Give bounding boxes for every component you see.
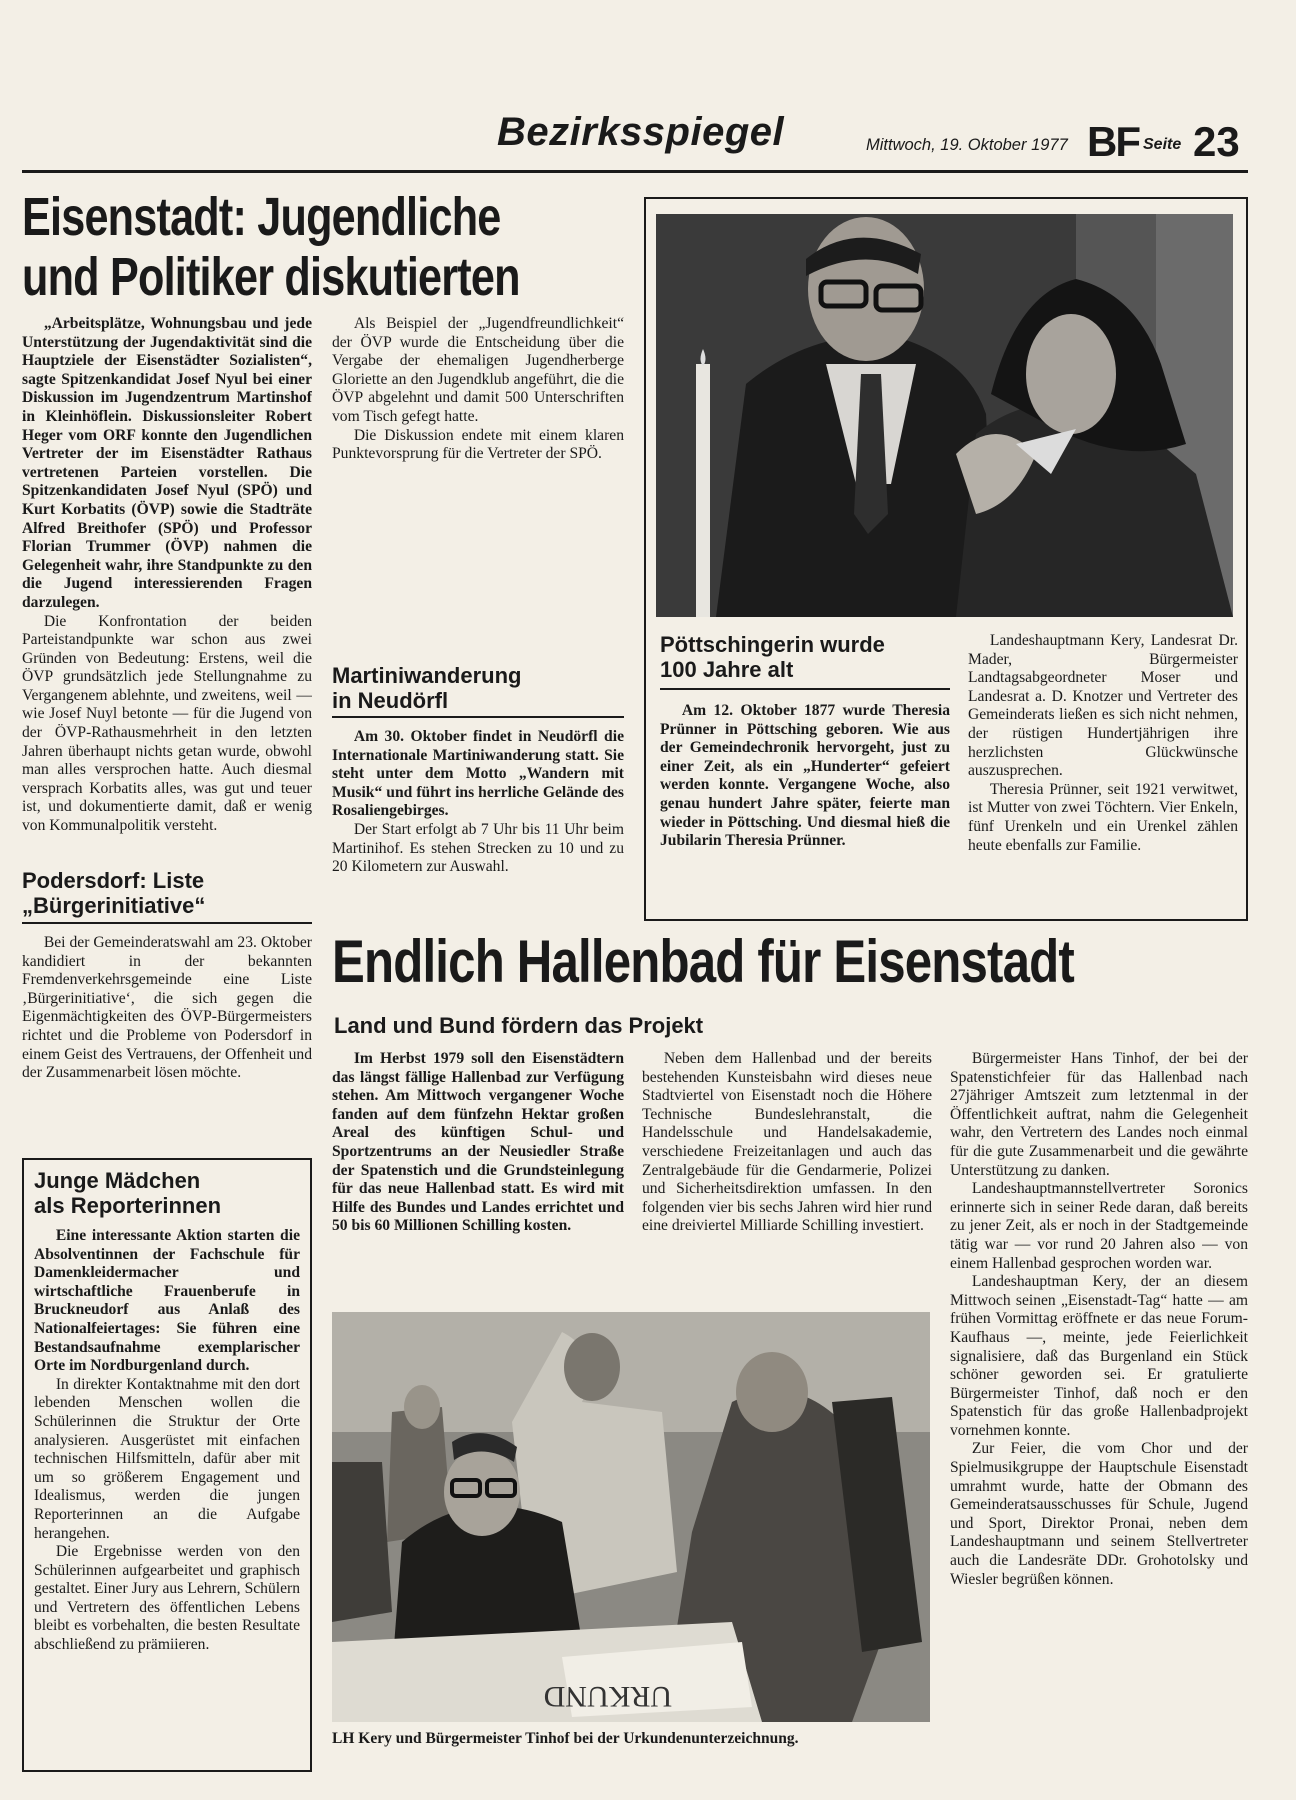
poettsching-paragraph: Theresia Prünner, seit 1921 verwitwet, ist Mutter von zwei Töchtern. Vier Enkeln, fünf Urenkeln und ein Urenkel zählen heute ebenfalls zur Familie. [968, 780, 1238, 854]
reporter-title [34, 1168, 304, 1218]
reporter-title-line: Junge Mädchen [34, 1168, 201, 1193]
hallenbad-photo [332, 1312, 930, 1722]
martini-title [332, 663, 624, 713]
podersdorf-text-block [22, 934, 312, 1139]
page-label: Seite [1143, 136, 1182, 153]
photo-illustration [656, 214, 1233, 617]
podersdorf-title [22, 868, 312, 918]
poettsching-photo [656, 214, 1233, 617]
podersdorf-title-line: Podersdorf: Liste [22, 868, 205, 893]
podersdorf-text: Bei der Gemeinderatswahl am 23. Oktober kandidiert in der bekannten Fremdenverkehrsgemeinde eine Liste ‚Bürgerinitiative‘, die sich gegen die Eigenmächtigkeiten des ÖVP-Bürgermeisters richtet und die Probleme von Podersdorf in einem Geist des Vertrauens, der Offenheit und der Zusammenarbeit lösen möchte. [22, 934, 312, 1082]
hallenbad-paragraph: Bürgermeister Hans Tinhof, der bei der Spatenstichfeier für das Hallenbad nach 27jähriger Amtszeit zum letztenmal in der Öffentlichkeit auftrat, nahm die Gelegenheit wahr, den Vertretern des Landes noch einmal für die gute Zusammenarbeit und die gewährte Unterstützung zu danken. [950, 1050, 1248, 1179]
article1-headline-2: und Politiker diskutierten [22, 247, 520, 307]
photo-illustration [332, 1312, 930, 1722]
reporter-lead: Eine interessante Aktion starten die Absolventinnen der Fachschule für Damenkleidermacher und wirtschaftliche Frauenberufe in Bruckneudorf aus Anlaß des Nationalfeiertages: Sie führen eine Bestandsaufnahme exemplarischer Orte im Nordburgenland durch. [34, 1227, 300, 1375]
masthead-rule [22, 170, 1248, 173]
hallenbad-subhead: Land und Bund fördern das Projekt [334, 1013, 704, 1038]
poettsching-paragraph: Landeshauptmann Kery, Landesrat Dr. Mader, Bürgermeister Landtagsabgeordneter Moser und Landesrat a. D. Knotzer und Vertreter des Gemeinderats ließen es sich nicht nehmen, der rüstigen Hundertjährigen ihre herzlichsten Glückwünsche auszusprechen. [968, 632, 1238, 780]
hallenbad-lead: Im Herbst 1979 soll den Eisenstädtern das längst fällige Hallenbad zur Verfügung stehen. Am Mittwoch vergangener Woche fanden auf dem fünfzehn Hektar großen Areal des künftigen Schul- und Sportzentrums an der Neusiedler Straße der Spatenstich und die Grundsteinlegung für das neue Hallenbad statt. Es wird mit Hilfe des Bundes und Landes errichtet und 50 bis 60 Millionen Schilling kosten. [332, 1050, 624, 1235]
article1-lead: „Arbeitsplätze, Wohnungsbau und jede Unterstützung der Jugendaktivität sind die Hauptziele der Eisenstädter Sozialisten“, sagte Spitzenkandidat Josef Nyul bei einer Diskussion im Jugendzentrum Martinshof in Kleinhöflein. Diskussionsleiter Robert Heger vom ORF konnte den Jugendlichen Vertreter der im Eisenstädter Rathaus vertretenen Parteien vorstellen. Die Spitzenkandidaten Josef Nyul (SPÖ) und Kurt Korbatits (ÖVP) sowie die Stadträte Alfred Breithofer (SPÖ) und Professor Florian Trummer (ÖVP) nahmen die Gelegenheit wahr, ihre Standpunkte zu den die Jugend interessierenden Fragen darzulegen. [22, 315, 312, 611]
poettsching-lead-block [660, 702, 950, 912]
martini-lead: Am 30. Oktober findet in Neudörfl die Internationale Martiniwanderung statt. Sie steht unter dem Motto „Wandern mit Musik“ und führt ins herrliche Gelände des Rosaliengebirges. [332, 728, 624, 820]
hallenbad-headline: Endlich Hallenbad für Eisenstadt [332, 928, 1074, 995]
hallenbad-column-3 [950, 1050, 1248, 1790]
article1-column-1 [22, 315, 312, 863]
poettsching-title-line: 100 Jahre alt [660, 657, 794, 682]
reporter-title-line: als Reporterinnen [34, 1193, 222, 1218]
martini-title-line: Martiniwanderung [332, 663, 522, 688]
page-number: 23 [1193, 118, 1240, 165]
section-title: Bezirksspiegel [497, 110, 785, 154]
martini-text: Der Start erfolgt ab 7 Uhr bis 11 Uhr beim Martinihof. Es stehen Strecken zu 10 und zu 20 Kilometern zur Auswahl. [332, 820, 624, 876]
hallenbad-column-1 [332, 1050, 624, 1305]
publication-logo: BF [1087, 118, 1139, 165]
article1-paragraph: Die Konfrontation der beiden Parteistandpunkte war schon aus zwei Gründen von Bedeutung: Erstens, weil die ÖVP grundsätzlich jede Stellungnahme zu Vergangenem ablehnte, und zweitens, weil — wie Josef Nuyl betonte — für die Jugend von der ÖVP-Rathausmehrheit in den letzten Jahren überhaupt nichts getan wurde, obwohl man alles versprochen hatte. Auch diesmal versprach Korbatits alles, was gut und teuer ist, und dokumentierte damit, daß er wenig von Kommunalpolitik versteht. [22, 612, 312, 835]
article1-headline: Eisenstadt: Jugendliche [22, 187, 501, 247]
hallenbad-column-2 [642, 1050, 932, 1305]
martini-text-block [332, 728, 624, 918]
reporter-paragraph: Die Ergebnisse werden von den Schülerinnen aufgearbeitet und graphisch gestaltet. Einer Jury aus Lehrern, Schülern und Vertretern des öffentlichen Lebens bleibt es vorbehalten, die besten Resultate abschließend zu prämiieren. [34, 1543, 300, 1654]
martini-title-line: in Neudörfl [332, 688, 449, 713]
poettsching-lead: Am 12. Oktober 1877 wurde Theresia Prünner in Pöttsching geboren. Wie aus der Gemeindechronik hervorgeht, just zu einer Zeit, als ein „Hunderter“ gefeiert werden konnte. Vergangene Woche, also genau hundert Jahre später, feierte man wieder in Pöttsching. Und diesmal hieß die Jubilarin Theresia Prünner. [660, 702, 950, 850]
article1-paragraph: Die Diskussion endete mit einem klaren Punktevorsprung für die Vertreter der SPÖ. [332, 426, 624, 463]
document-text: URKUND [543, 1680, 672, 1713]
reporter-text-block [34, 1227, 300, 1765]
hallenbad-paragraph: Landeshauptmannstellvertreter Soronics erinnerte sich in seiner Rede daran, daß bereits zu jener Zeit, als er noch in der Stadtgemeinde tätig war — vor rund 20 Jahren also — von einem Hallenbad gesprochen worden war. [950, 1180, 1248, 1272]
hallenbad-paragraph: Neben dem Hallenbad und der bereits bestehenden Kunsteisbahn wird dieses neue Stadtviertel von Eisenstadt noch die Höhere Technische Bundeslehranstalt, die Handelsschule und Handelsakademie, verschiedene Freizeitanlagen und auch das Zentralgebäude für die Gendarmerie, Polizei und Sicherheitsdirektion umfassen. In den folgenden vier bis sechs Jahren wird hier rund eine dreiviertel Milliarde Schilling investiert. [642, 1050, 932, 1235]
poettsching-title [660, 632, 950, 682]
hallenbad-paragraph: Landeshauptman Kery, der an diesem Mittwoch seinen „Eisenstadt-Tag“ hatte — am frühen Vormittag eröffnete er das neue Forum-Kaufhaus —, meinte, jede Feierlichkeit signalisiere, daß das Burgenland ein Stück schöner geworden sei. Er gratulierte Bürgermeister Tinhof, daß noch er den Spatenstich für das große Hallenbadprojekt vornehmen konnte. [950, 1273, 1248, 1439]
issue-date: Mittwoch, 19. Oktober 1977 [866, 136, 1068, 154]
hallenbad-paragraph: Zur Feier, die vom Chor und der Spielmusikgruppe der Hauptschule Eisenstadt umrahmt wurde, hatte der Obmann des Gemeinderatsausschusses für Schule, Jugend und Sport, Direktor Pronai, neben dem Landeshauptmann und seinem Stellvertreter auch die Landesräte DDr. Grohotolsky und Wiesler begrüßen können. [950, 1440, 1248, 1588]
poettsching-title-line: Pöttschingerin wurde [660, 632, 885, 657]
article1-paragraph: Als Beispiel der „Jugendfreundlichkeit“ der ÖVP wurde die Entscheidung über die Vergabe der ehemaligen Jugendherberge Gloriette an den Jugendklub angeführt, die die ÖVP abgelehnt und damit 500 Unterschriften vom Tisch gefegt hatte. [332, 315, 624, 425]
poettsching-rule [660, 688, 950, 690]
podersdorf-title-line: „Bürgerinitiative“ [22, 893, 206, 918]
podersdorf-rule [22, 922, 312, 924]
poettsching-text-block [968, 632, 1238, 917]
reporter-paragraph: In direkter Kontaktnahme mit den dort lebenden Menschen wollen die Schülerinnen die Struktur der Orte analysieren. Ausgerüstet mit einfachen technischen Hilfsmitteln, dafür aber mit um so größerem Engagement und Idealismus, werden die jungen Reporterinnen an die Aufgabe herangehen. [34, 1375, 300, 1542]
hallenbad-photo-caption: LH Kery und Bürgermeister Tinhof bei der Urkundenunterzeichnung. [332, 1730, 799, 1747]
article1-column-2 [332, 315, 624, 648]
martini-rule [332, 716, 624, 718]
